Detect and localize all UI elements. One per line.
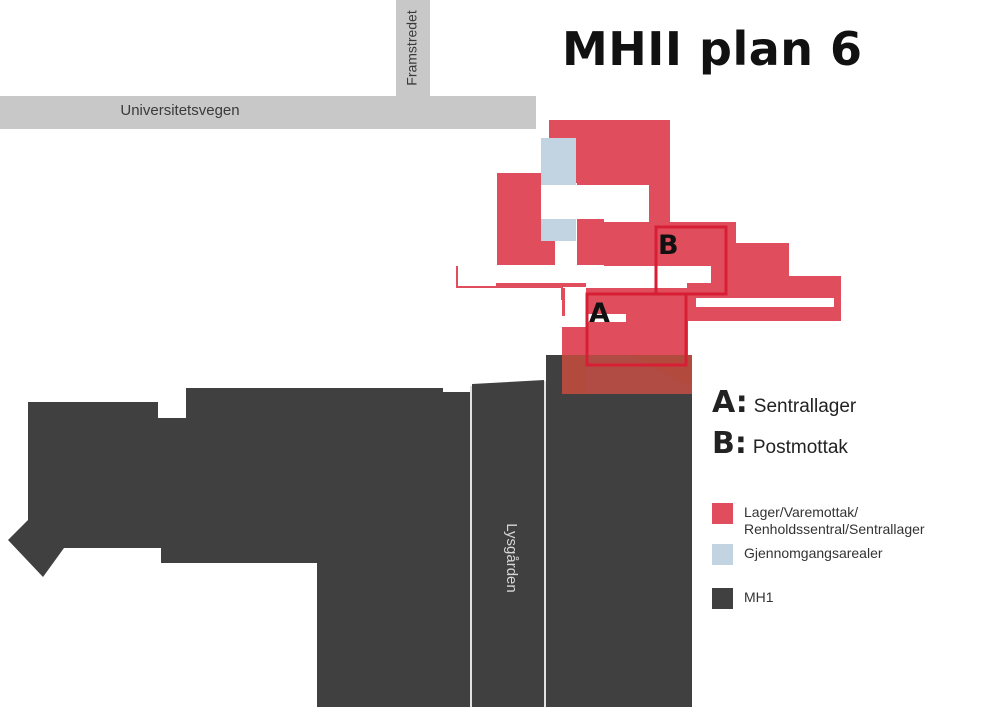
key-entry-b: [712, 426, 848, 461]
page-title: MHII plan 6: [562, 22, 863, 76]
road-label-universitetsvegen: Universitetsvegen: [120, 102, 240, 119]
key-letter-a: A:: [712, 385, 748, 420]
key-letter-b: B:: [712, 426, 747, 461]
mh1-building: [8, 355, 692, 707]
legend-swatch-passage: [712, 544, 733, 565]
legend-label-passage: [744, 545, 883, 562]
legend-label-storage-line2: Renholdssentral/Sentrallager: [744, 521, 925, 537]
legend-label-mh1: [744, 589, 774, 606]
legend-label-mh1-line1: MH1: [744, 589, 774, 605]
key-description-a: Sentrallager: [753, 396, 857, 417]
legend-label-storage: [744, 504, 925, 538]
legend-swatch-storage: [712, 503, 733, 524]
legend-label-passage-line1: Gjennomgangsarealer: [744, 545, 883, 561]
key-entry-a: [712, 385, 856, 420]
marker-b: B: [658, 230, 679, 261]
road-label-framstredet: Framstredet: [403, 10, 420, 86]
key-description-b: Postmottak: [752, 437, 848, 458]
passage-gap: [541, 185, 576, 219]
legend-label-storage-line1: Lager/Varemottak/: [744, 504, 859, 520]
marker-a: A: [589, 298, 610, 329]
road-universitetsvegen: [0, 96, 536, 129]
legend-swatch-mh1: [712, 588, 733, 609]
street-label-lysgarden: Lysgården: [503, 523, 521, 593]
